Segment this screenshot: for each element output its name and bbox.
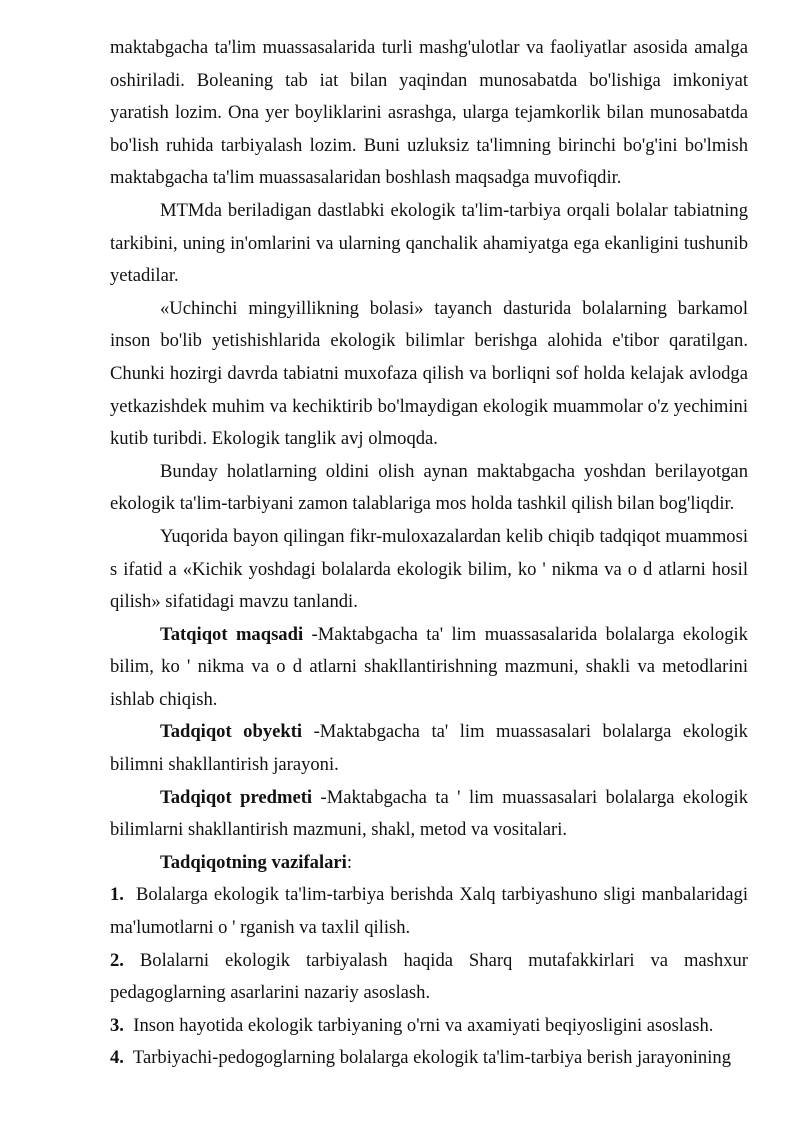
task-item-4 — [110, 1042, 748, 1075]
task-number-3: 3. — [110, 1014, 124, 1036]
task-text-1: Bolalarga ekologik ta'lim-tarbiya berishda Xalq tarbiyashuno sligi manbalaridagi ma'lumotlarni o ' rganish va taxlil qilish. — [110, 884, 749, 939]
research-subject-label: Tadqiqot predmeti — [160, 786, 313, 808]
task-item-1 — [110, 879, 748, 944]
document-page — [110, 32, 748, 1075]
paragraph-prevention: Bunday holatlarning oldini olish aynan maktabgacha yoshdan berilayotgan ekologik ta'lim-tarbiyani zamon talablariga mos holda tashkil qilish bilan bog'liqdir. — [110, 460, 748, 515]
research-subject — [110, 782, 748, 847]
task-item-2 — [110, 945, 748, 1010]
research-goal-text: -Maktabgacha ta' lim muassasalarida bolalarga ekologik bilim, ko ' nikma va o d atlarni shakllantirishning mazmuni, shakli va metodlarini ishlab chiqish. — [110, 623, 748, 710]
task-number-4: 4. — [110, 1047, 124, 1069]
task-text-4: Tarbiyachi-pedogoglarning bolalarga ekologik ta'lim-tarbiya berish jarayonining — [132, 1047, 731, 1069]
research-subject-text: -Maktabgacha ta ' lim muassasalari bolalarga ekologik bilimlarni shakllantirish mazmuni, shakl, metod va vositalari. — [110, 786, 748, 841]
research-goal — [110, 619, 748, 717]
task-number-1: 1. — [110, 884, 124, 906]
research-goal-label: Tatqiqot maqsadi — [160, 623, 304, 645]
task-text-2: Bolalarni ekologik tarbiyalash haqida Sharq mutafakkirlari va mashxur pedagoglarning asarlarini nazariy asoslash. — [110, 949, 748, 1004]
paragraph-intro: maktabgacha ta'lim muassasalarida turli mashg'ulotlar va faoliyatlar asosida amalga oshiriladi. Boleaning tab iat bilan yaqindan munosabatda bo'lishiga imkoniyat yaratish lozim. Ona yer boyliklarini asrashga, ularga tejamkorlik bilan munosabatda bo'lish ruhida tarbiyalash lozim. Buni uzluksiz ta'limning birinchi bo'g'ini bo'lmish maktabgacha ta'lim muassasalaridan boshlash maqsadga muvofiqdir. — [110, 37, 748, 189]
task-text-3: Inson hayotida ekologik tarbiyaning o'rni va axamiyati beqiyosligini asoslash. — [133, 1014, 714, 1036]
research-tasks-colon: : — [346, 851, 353, 873]
task-number-2: 2. — [110, 949, 124, 971]
research-tasks-label: Tadqiqotning vazifalari — [160, 851, 347, 873]
research-object — [110, 716, 748, 781]
research-tasks-heading — [110, 847, 748, 880]
paragraph-problem: Yuqorida bayon qilingan fikr-muloxazalardan kelib chiqib tadqiqot muammosi s ifatid a «Kichik yoshdagi bolalarda ekologik bilim, ko ' nikma va o d atlarni hosil qilish» sifatidagi mavzu tanlandi. — [110, 525, 748, 613]
research-object-text: -Maktabgacha ta' lim muassasalari bolalarga ekologik bilimni shakllantirish jarayoni. — [110, 721, 748, 776]
paragraph-mtm: MTMda beriladigan dastlabki ekologik ta'lim-tarbiya orqali bolalar tabiatning tarkibini, uning in'omlarini va ularning qanchalik ahamiyatga ega ekanligini tushunib yetadilar. — [110, 199, 748, 287]
research-object-label: Tadqiqot obyekti — [160, 721, 303, 743]
paragraph-program: «Uchinchi mingyillikning bolasi» tayanch dasturida bolalarning barkamol inson bo'lib yetishishlarida ekologik bilimlar berishga alohida e'tibor qaratilgan. Chunki hozirgi davrda tabiatni muxofaza qilish va borliqni sof holda kelajak avlodga yetkazishdek muhim va kechiktirib bo'lmaydigan ekologik muammolar o'z yechimini kutib turibdi. Ekologik tanglik avj olmoqda. — [110, 297, 748, 450]
task-item-3 — [110, 1010, 748, 1043]
